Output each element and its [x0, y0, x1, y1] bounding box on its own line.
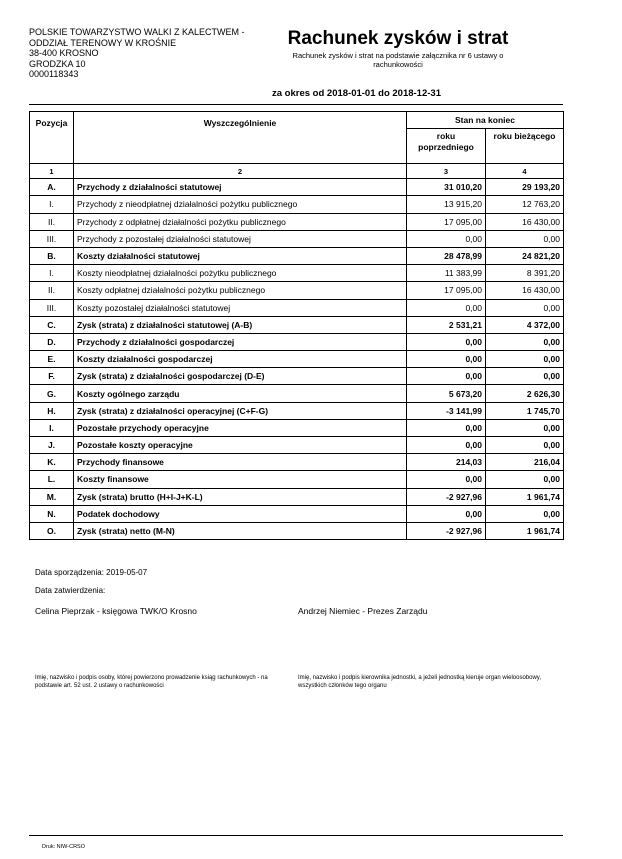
document-subtitle: Rachunek zysków i strat na podstawie załącznika nr 6 ustawy o rachunkowości: [292, 51, 504, 69]
table-row: [30, 213, 564, 230]
table-row: [30, 368, 564, 385]
row-prev-value: -2 927,96: [407, 522, 486, 539]
bottom-divider: [29, 835, 563, 836]
signature-president: Andrzej Niemiec - Prezes Zarządu: [298, 606, 428, 616]
row-prev-value: 31 010,20: [407, 179, 486, 196]
row-label: Przychody z pozostałej działalności statutowej: [74, 230, 407, 247]
date-approved: Data zatwierdzenia:: [35, 586, 106, 595]
row-position: III.: [30, 299, 74, 316]
row-curr-value: 16 430,00: [486, 213, 564, 230]
row-label: Przychody finansowe: [74, 454, 407, 471]
row-label: Koszty finansowe: [74, 471, 407, 488]
row-curr-value: 0,00: [486, 299, 564, 316]
row-position: III.: [30, 230, 74, 247]
table-row: [30, 488, 564, 505]
row-label: Przychody z nieodpłatnej działalności pożytku publicznego: [74, 196, 407, 213]
row-position: I.: [30, 196, 74, 213]
row-curr-value: 8 391,20: [486, 265, 564, 282]
row-curr-value: 1 961,74: [486, 522, 564, 539]
row-position: A.: [30, 179, 74, 196]
org-line: POLSKIE TOWARZYSTWO WALKI Z KALECTWEM -: [29, 27, 245, 37]
row-label: Koszty działalności gospodarczej: [74, 351, 407, 368]
org-line: ODDZIAŁ TERENOWY W KROŚNIE: [29, 37, 177, 48]
row-label: Przychody z działalności statutowej: [74, 179, 407, 196]
row-prev-value: 214,03: [407, 454, 486, 471]
row-curr-value: 0,00: [486, 351, 564, 368]
row-position: C.: [30, 316, 74, 333]
table-row: [30, 351, 564, 368]
row-position: I.: [30, 265, 74, 282]
row-curr-value: 0,00: [486, 437, 564, 454]
row-prev-value: -2 927,96: [407, 488, 486, 505]
row-position: E.: [30, 351, 74, 368]
row-label: Przychody z odpłatnej działalności pożytku publicznego: [74, 213, 407, 230]
row-prev-value: 5 673,20: [407, 385, 486, 402]
row-prev-value: 0,00: [407, 505, 486, 522]
note-president: Imię, nazwisko i podpis kierownika jednostki, a jeżeli jednostką kieruje organ wieloosobowy, wszystkich członków tego organu: [298, 675, 542, 689]
table-row: [30, 265, 564, 282]
row-position: O.: [30, 522, 74, 539]
table-row: [30, 196, 564, 213]
index-cell: 3: [407, 164, 486, 179]
row-prev-value: -3 141,99: [407, 402, 486, 419]
table-row: [30, 230, 564, 247]
header-wyszczegolnienie: Wyszczególnienie: [74, 112, 407, 164]
row-prev-value: 0,00: [407, 333, 486, 350]
document-title: Rachunek zysków i strat: [287, 28, 509, 49]
row-label: Zysk (strata) z działalności gospodarczej (D-E): [74, 368, 407, 385]
organization-header: [29, 27, 245, 80]
row-label: Zysk (strata) z działalności statutowej (A-B): [74, 316, 407, 333]
row-label: Koszty nieodpłatnej działalności pożytku publicznego: [74, 265, 407, 282]
row-curr-value: 29 193,20: [486, 179, 564, 196]
row-curr-value: 24 821,20: [486, 247, 564, 264]
row-prev-value: 17 095,00: [407, 213, 486, 230]
income-statement-table: [29, 111, 564, 540]
table-row: [30, 437, 564, 454]
row-prev-value: 28 478,99: [407, 247, 486, 264]
date-prepared: Data sporządzenia: 2019-05-07: [35, 568, 148, 577]
table-row: [30, 385, 564, 402]
row-label: Przychody z działalności gospodarczej: [74, 333, 407, 350]
row-curr-value: 1 961,74: [486, 488, 564, 505]
note-accountant: Imię, nazwisko i podpis osoby, której powierzono prowadzenie ksiąg rachunkowych - na podstawie art. 52 ust. 2 ustawy o rachunkowości: [35, 675, 268, 689]
row-curr-value: 12 763,20: [486, 196, 564, 213]
row-curr-value: 16 430,00: [486, 282, 564, 299]
row-prev-value: 13 915,20: [407, 196, 486, 213]
row-position: F.: [30, 368, 74, 385]
header-pozycja: Pozycja: [30, 112, 74, 164]
row-label: Zysk (strata) z działalności operacyjnej (C+F-G): [74, 402, 407, 419]
org-line: 38-400 KROSNO: [29, 48, 99, 58]
row-position: L.: [30, 471, 74, 488]
index-cell: 4: [486, 164, 564, 179]
row-curr-value: 0,00: [486, 505, 564, 522]
row-curr-value: 0,00: [486, 471, 564, 488]
table-row: [30, 454, 564, 471]
print-code: Druk: NIW-CRSO: [42, 844, 85, 850]
table-row: [30, 247, 564, 264]
row-label: Koszty ogólnego zarządu: [74, 385, 407, 402]
row-curr-value: 0,00: [486, 419, 564, 436]
header-prev-year: roku poprzedniego: [407, 129, 486, 164]
top-divider: [29, 104, 563, 105]
row-position: G.: [30, 385, 74, 402]
table-row: [30, 179, 564, 196]
org-line: GRODZKA 10: [29, 58, 86, 69]
row-label: Koszty pozostałej działalności statutowej: [74, 299, 407, 316]
row-position: II.: [30, 282, 74, 299]
row-position: N.: [30, 505, 74, 522]
signature-accountant: Celina Pieprzak - księgowa TWK/O Krosno: [35, 606, 197, 616]
row-position: B.: [30, 247, 74, 264]
org-line: 0000118343: [29, 69, 79, 79]
row-position: D.: [30, 333, 74, 350]
row-curr-value: 0,00: [486, 333, 564, 350]
row-curr-value: 1 745,70: [486, 402, 564, 419]
row-label: Zysk (strata) netto (M-N): [74, 522, 407, 539]
row-prev-value: 0,00: [407, 351, 486, 368]
index-cell: 2: [74, 164, 407, 179]
row-curr-value: 4 372,00: [486, 316, 564, 333]
table-row: [30, 522, 564, 539]
table-row: [30, 316, 564, 333]
row-prev-value: 0,00: [407, 437, 486, 454]
row-label: Zysk (strata) brutto (H+I-J+K-L): [74, 488, 407, 505]
row-prev-value: 0,00: [407, 230, 486, 247]
index-cell: 1: [30, 164, 74, 179]
row-prev-value: 0,00: [407, 299, 486, 316]
table-row: [30, 505, 564, 522]
row-label: Podatek dochodowy: [74, 505, 407, 522]
header-stan: Stan na koniec: [407, 112, 564, 129]
row-prev-value: 2 531,21: [407, 316, 486, 333]
row-label: Koszty odpłatnej działalności pożytku publicznego: [74, 282, 407, 299]
row-curr-value: 0,00: [486, 230, 564, 247]
row-label: Pozostałe koszty operacyjne: [74, 437, 407, 454]
table-row: [30, 299, 564, 316]
row-position: II.: [30, 213, 74, 230]
row-prev-value: 0,00: [407, 419, 486, 436]
row-curr-value: 216,04: [486, 454, 564, 471]
document-title-block: [282, 28, 514, 69]
row-position: H.: [30, 402, 74, 419]
row-prev-value: 0,00: [407, 368, 486, 385]
table-row: [30, 419, 564, 436]
table-row: [30, 471, 564, 488]
reporting-period: za okres od 2018-01-01 do 2018-12-31: [272, 88, 441, 99]
row-curr-value: 0,00: [486, 368, 564, 385]
row-prev-value: 17 095,00: [407, 282, 486, 299]
row-label: Koszty działalności statutowej: [74, 247, 407, 264]
header-curr-year: roku bieżącego: [486, 129, 564, 164]
row-prev-value: 11 383,99: [407, 265, 486, 282]
row-curr-value: 2 626,30: [486, 385, 564, 402]
row-position: M.: [30, 488, 74, 505]
row-position: I.: [30, 419, 74, 436]
row-prev-value: 0,00: [407, 471, 486, 488]
row-position: K.: [30, 454, 74, 471]
table-row: [30, 282, 564, 299]
row-position: J.: [30, 437, 74, 454]
table-row: [30, 333, 564, 350]
table-row: [30, 402, 564, 419]
row-label: Pozostałe przychody operacyjne: [74, 419, 407, 436]
